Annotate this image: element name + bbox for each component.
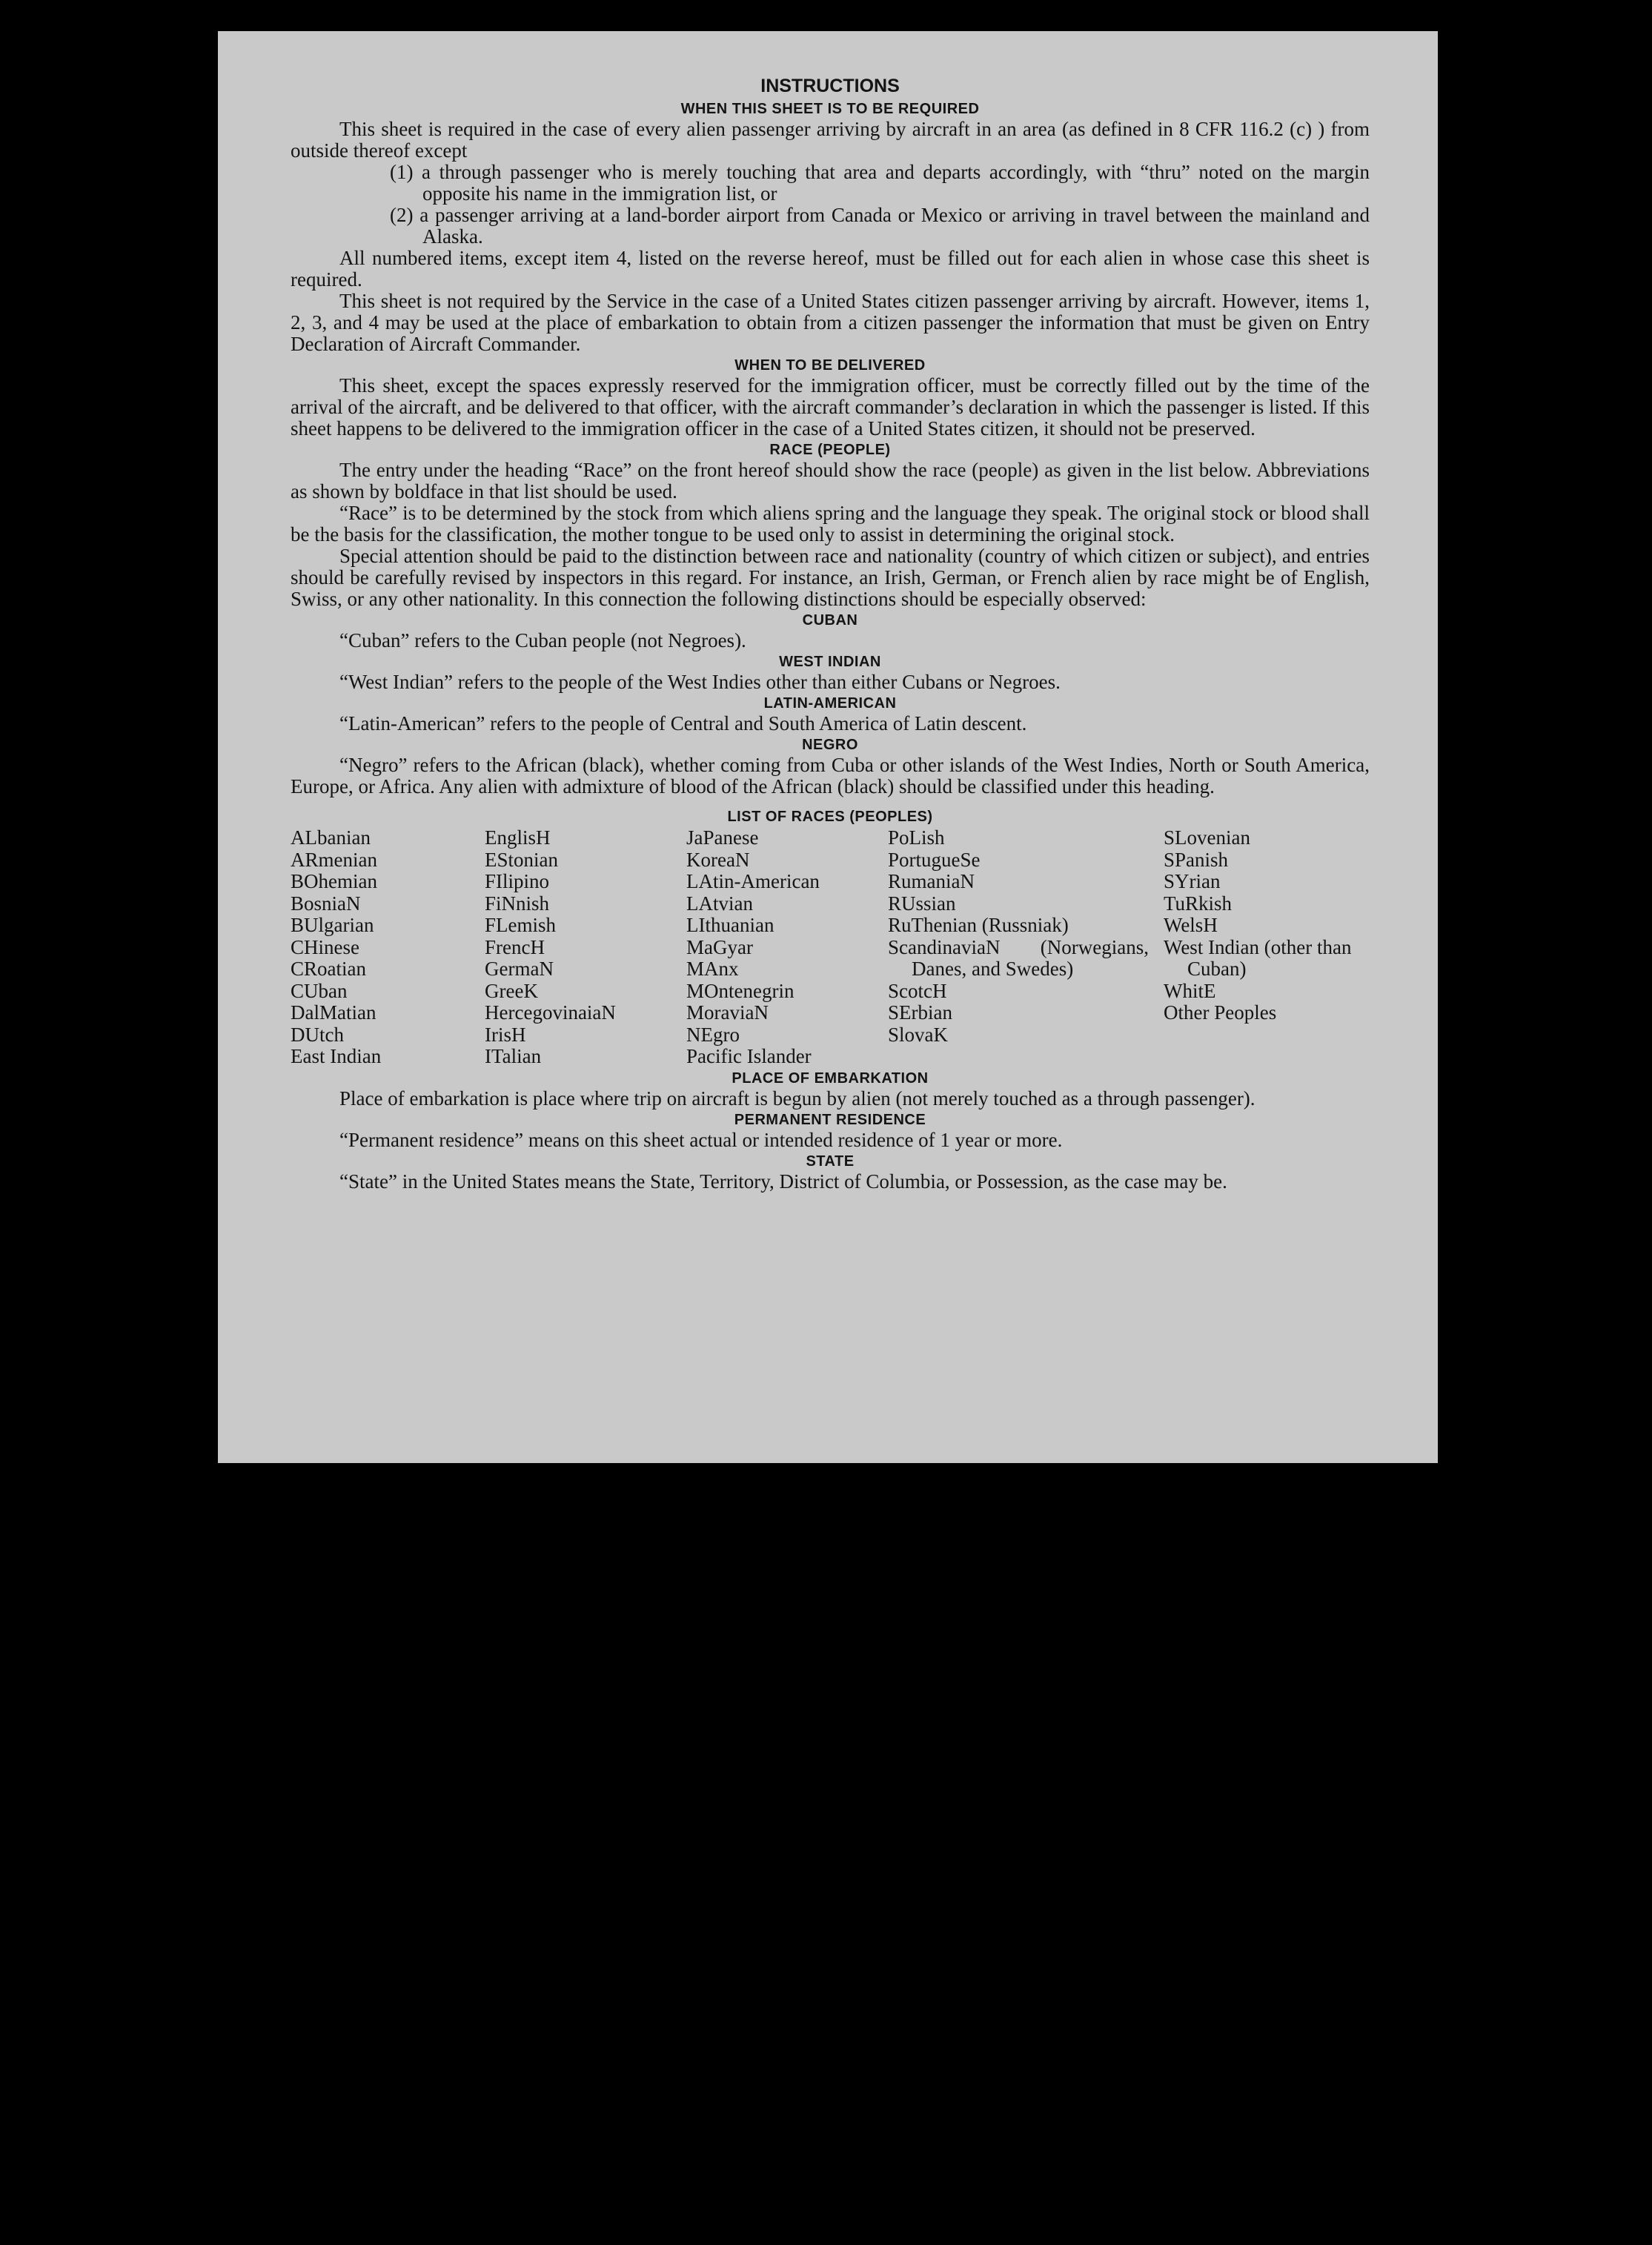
races-list — [291, 827, 1370, 1068]
race-item: West Indian (other than Cuban) — [1164, 935, 1352, 980]
definition-west-indian: “West Indian” refers to the people of the West Indies other than either Cubans or Negroes. — [339, 671, 1061, 693]
race-item: ARmenian — [291, 848, 377, 871]
section-heading-state: STATE — [806, 1153, 855, 1170]
race-item: PortugueSe — [888, 848, 981, 871]
race-item: Other Peoples — [1164, 1001, 1277, 1024]
section-heading-required: WHEN THIS SHEET IS TO BE REQUIRED — [680, 101, 980, 117]
race-item: WhitE — [1164, 979, 1216, 1002]
subheading-cuban: CUBAN — [802, 612, 858, 629]
instruction-sheet — [218, 31, 1438, 1463]
section-heading-delivered: WHEN TO BE DELIVERED — [734, 357, 926, 374]
paragraph: This sheet, except the spaces expressly reserved for the immigration officer, must be correctly filled out by the time of the arrival of the aircraft, and be delivered to that officer, with the aircraft commander’s declaration in which the passenger is listed. If this sheet happens to be delivered to the immigration officer in the case of a United States citizen, it should not be preserved. — [291, 374, 1370, 440]
paragraph: All numbered items, except item 4, listed on the reverse hereof, must be filled out for each alien in whose case this sheet is required. — [291, 247, 1370, 291]
races-column-4 — [888, 827, 1164, 1068]
race-item: FIlipino — [485, 870, 550, 892]
race-item: LAtvian — [686, 892, 753, 915]
races-list-heading: LIST OF RACES (PEOPLES) — [727, 809, 933, 825]
race-item: FLemish — [485, 914, 557, 936]
race-item: MAnx — [686, 958, 739, 980]
definition-embarkation: Place of embarkation is place where trip on aircraft is begun by alien (not merely touched as a through passenger). — [339, 1087, 1255, 1110]
race-item: ALbanian — [291, 826, 371, 849]
race-item: SYrian — [1164, 870, 1221, 892]
race-item: HercegovinaiaN — [485, 1001, 616, 1024]
race-item: MOntenegrin — [686, 979, 795, 1002]
paragraph: The entry under the heading “Race” on the front hereof should show the race (people) as given in the list below. Abbreviations as shown by boldface in that list should be used. — [291, 459, 1370, 503]
race-item: TuRkish — [1164, 892, 1233, 915]
race-item: DalMatian — [291, 1001, 376, 1024]
race-item: BUlgarian — [291, 914, 374, 936]
definition-state: “State” in the United States means the State, Territory, District of Columbia, or Possession, as the case may be. — [339, 1170, 1227, 1193]
exception-item-2: (2) a passenger arriving at a land-border airport from Canada or Mexico or arriving in travel between the mainland and Alaska. — [390, 204, 1370, 248]
race-item: BOhemian — [291, 870, 377, 892]
race-item: MoraviaN — [686, 1001, 769, 1024]
races-column-2 — [485, 827, 686, 1068]
race-item: BosniaN — [291, 892, 361, 915]
race-item: EnglisH — [485, 826, 551, 849]
race-item: EStonian — [485, 848, 558, 871]
race-item: KoreaN — [686, 848, 750, 871]
race-item: LAtin-American — [686, 870, 820, 892]
races-column-1 — [291, 827, 485, 1068]
race-item: RuThenian (Russniak) — [888, 914, 1069, 936]
paragraph: Special attention should be paid to the distinction between race and nationality (country of which citizen or subject), and entries should be carefully revised by inspectors in this regard. For instance, an Irish, German, or French alien by race might be of English, Swiss, or any other nationality. In this connection the following distinctions should be especially observed: — [291, 545, 1370, 610]
race-item: CHinese — [291, 935, 359, 958]
section-heading-permanent-residence: PERMANENT RESIDENCE — [734, 1111, 926, 1128]
race-item: RumaniaN — [888, 870, 975, 892]
paragraph: “Race” is to be determined by the stock from which aliens spring and the language they speak. The original stock or blood shall be the basis for the classification, the mother tongue to be used only to assist in determining the original stock. — [291, 502, 1370, 546]
subheading-west-indian: WEST INDIAN — [779, 654, 881, 670]
race-item: PoLish — [888, 826, 945, 849]
subheading-latin-american: LATIN-AMERICAN — [763, 695, 897, 712]
race-item: IrisH — [485, 1023, 526, 1046]
race-item: DUtch — [291, 1023, 344, 1046]
races-column-3 — [686, 827, 888, 1068]
definition-permanent-residence: “Permanent residence” means on this sheet actual or intended residence of 1 year or more. — [339, 1128, 1063, 1151]
race-item: JaPanese — [686, 826, 759, 849]
exception-item-1: (1) a through passenger who is merely touching that area and departs accordingly, with “thru” noted on the margin opposite his name in the immigration list, or — [390, 161, 1370, 205]
race-item: NEgro — [686, 1023, 740, 1046]
section-heading-embarkation: PLACE OF EMBARKATION — [732, 1070, 929, 1087]
race-item: MaGyar — [686, 935, 753, 958]
race-item: ScotcH — [888, 979, 947, 1002]
paragraph: This sheet is required in the case of every alien passenger arriving by aircraft in an area (as defined in 8 CFR 116.2 (c) ) from outside thereof except — [291, 118, 1370, 162]
race-item: LIthuanian — [686, 914, 774, 936]
race-item: GreeK — [485, 979, 538, 1002]
section-heading-race: RACE (PEOPLE) — [769, 442, 891, 458]
race-item: East Indian — [291, 1045, 382, 1067]
race-item: SLovenian — [1164, 826, 1250, 849]
race-item: SErbian — [888, 1001, 952, 1024]
race-item: FrencH — [485, 935, 545, 958]
race-item: WelsH — [1164, 914, 1218, 936]
race-item: RUssian — [888, 892, 956, 915]
race-item: FiNnish — [485, 892, 550, 915]
races-column-5 — [1164, 827, 1365, 1068]
page-title: INSTRUCTIONS — [760, 76, 900, 96]
paragraph: This sheet is not required by the Service in the case of a United States citizen passenger arriving by aircraft. However, items 1, 2, 3, and 4 may be used at the place of embarkation to obtain from a citizen passenger the information that must be given on Entry Declaration of Aircraft Commander. — [291, 290, 1370, 355]
race-item: CUban — [291, 979, 348, 1002]
definition-negro: “Negro” refers to the African (black), whether coming from Cuba or other islands of the West Indies, North or South America, Europe, or Africa. Any alien with admixture of blood of the African (black) should be classified under this heading. — [291, 754, 1370, 797]
definition-cuban: “Cuban” refers to the Cuban people (not Negroes). — [339, 629, 746, 651]
definition-latin-american: “Latin-American” refers to the people of Central and South America of Latin descent. — [339, 712, 1027, 734]
race-item: SlovaK — [888, 1023, 948, 1046]
race-item: ITalian — [485, 1045, 542, 1067]
race-item: CRoatian — [291, 958, 366, 980]
race-item: SPanish — [1164, 848, 1229, 871]
race-item: ScandinaviaN (Norwegians, Danes, and Swedes) — [888, 935, 1149, 980]
race-item: Pacific Islander — [686, 1045, 812, 1067]
subheading-negro: NEGRO — [802, 737, 858, 753]
race-item: GermaN — [485, 958, 554, 980]
